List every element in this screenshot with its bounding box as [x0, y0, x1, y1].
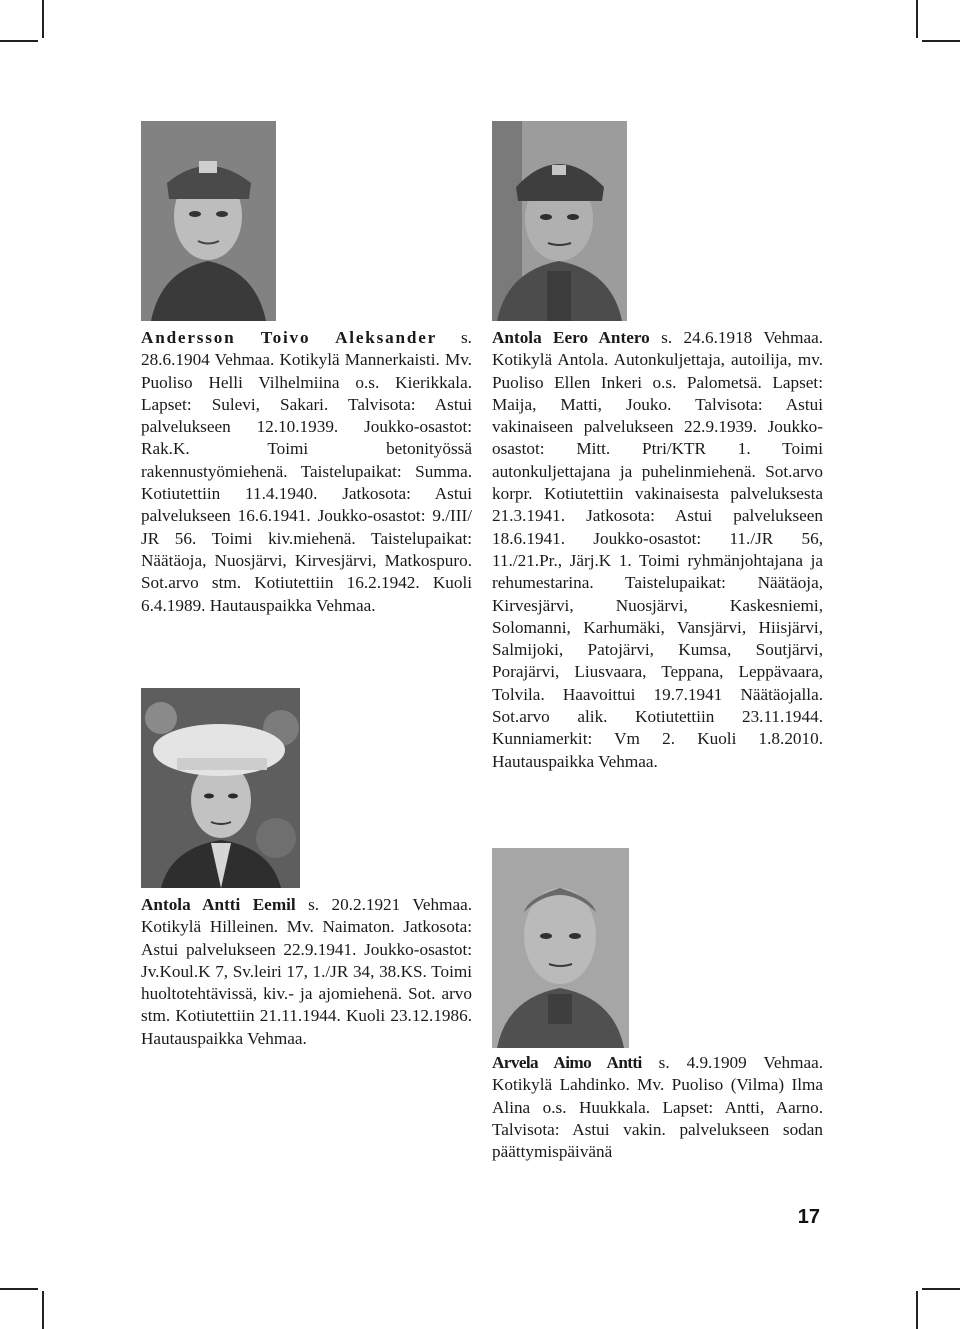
crop-mark: [922, 40, 960, 42]
portrait-photo: [141, 688, 300, 888]
portrait-photo: [492, 121, 627, 321]
crop-mark: [0, 40, 38, 42]
crop-mark: [922, 1288, 960, 1290]
biography-text: s. 28.6.1904 Vehmaa. Kotikylä Mannerkaisti. Mv. Puoliso Helli Vilhelmiina o.s. Kierikkala. Lapset: Sulevi, Sakari. Talvisota: Astui palvelukseen 12.10.1939. Joukko-osastot: Rak.K. Toimi betonityössä rakennustyömiehenä. Taistelupaikat: Summa. Kotiutettiin 11.4.1940. Jatkosota: Astui palvelukseen 16.6.1941. Joukko-osastot: 9./III/ JR 56. Toimi kiv.miehenä. Taistelupaikat: Näätäoja, Nuosjärvi, Kirvesjärvi, Matkospuro. Sot.arvo stm. Kotiutettiin 16.2.1942. Kuoli 6.4.1989. Hautauspaikka Vehmaa.: [141, 328, 472, 615]
person-name: Arvela Aimo Antti: [492, 1053, 642, 1072]
crop-mark: [916, 1291, 918, 1329]
crop-mark: [42, 1291, 44, 1329]
biography-entry: [141, 327, 472, 617]
biography-text: s. 4.9.1909 Vehmaa. Kotikylä Lahdinko. Mv. Puoliso (Vilma) Ilma Alina o.s. Huukkala. Lapset: Antti, Aarno. Talvisota: Astui vakin. palvelukseen sodan päättymispäivänä: [492, 1053, 823, 1162]
page-number: 17: [797, 1206, 820, 1228]
biography-text: s. 24.6.1918 Vehmaa. Kotikylä Antola. Autonkuljettaja, autoilija, mv. Puoliso Ellen Inkeri o.s. Palometsä. Lapset: Maija, Matti, Jouko. Talvisota: Astui vakinaiseen palvelukseen 22.9.1939. Joukko-osastot: Mitt. Ptri/KTR 1. Toimi autonkuljettajana ja puhelinmiehenä. Sot.arvo korpr. Kotiutettiin vakinaisesta palveluksesta 21.3.1941. Jatkosota: Astui palvelukseen 18.6.1941. Joukko-osastot: 11./JR 56, 11./21.Pr., Järj.K 1. Toimi ryhmänjohtajana ja rehumestarina. Taistelupaikat: Näätäoja, Kirvesjärvi, Nuosjärvi, Kaskesniemi, Solomanni, Karhumäki, Vansjärvi, Hiisjärvi, Salmijoki, Patojärvi, Kumsa, Soutjärvi, Porajärvi, Liusvaara, Teppana, Leppävaara, Tolvila. Haavoittui 19.7.1941 Näätäojalla. Sot.arvo alik. Kotiutettiin 23.11.1944. Kunniamerkit: Vm 2. Kuoli 1.8.2010. Hautauspaikka Vehmaa.: [492, 328, 824, 771]
portrait-photo: [141, 121, 276, 321]
person-name: Andersson Toivo Aleksander: [141, 328, 438, 347]
portrait-photo: [492, 848, 629, 1048]
person-name: Antola Antti Eemil: [141, 895, 296, 914]
crop-mark: [916, 0, 918, 38]
biography-entry: [492, 327, 823, 773]
biography-text: s. 20.2.1921 Vehmaa. Kotikylä Hilleinen. Mv. Naimaton. Jatkosota: Astui palvelukseen 22.9.1941. Joukko-osastot: Jv.Koul.K 7, Sv.leiri 17, 1./JR 34, 38.KS. Toimi huoltotehtävissä, kiv.- ja ajomiehenä. Sot. arvo stm. Kotiutettiin 21.11.1944. Kuoli 23.12.1986. Hautauspaikka Vehmaa.: [141, 895, 472, 1048]
biography-entry: [492, 1052, 823, 1163]
biography-entry: [141, 894, 472, 1050]
crop-mark: [0, 1288, 38, 1290]
person-name: Antola Eero Antero: [492, 328, 650, 347]
crop-mark: [42, 0, 44, 38]
